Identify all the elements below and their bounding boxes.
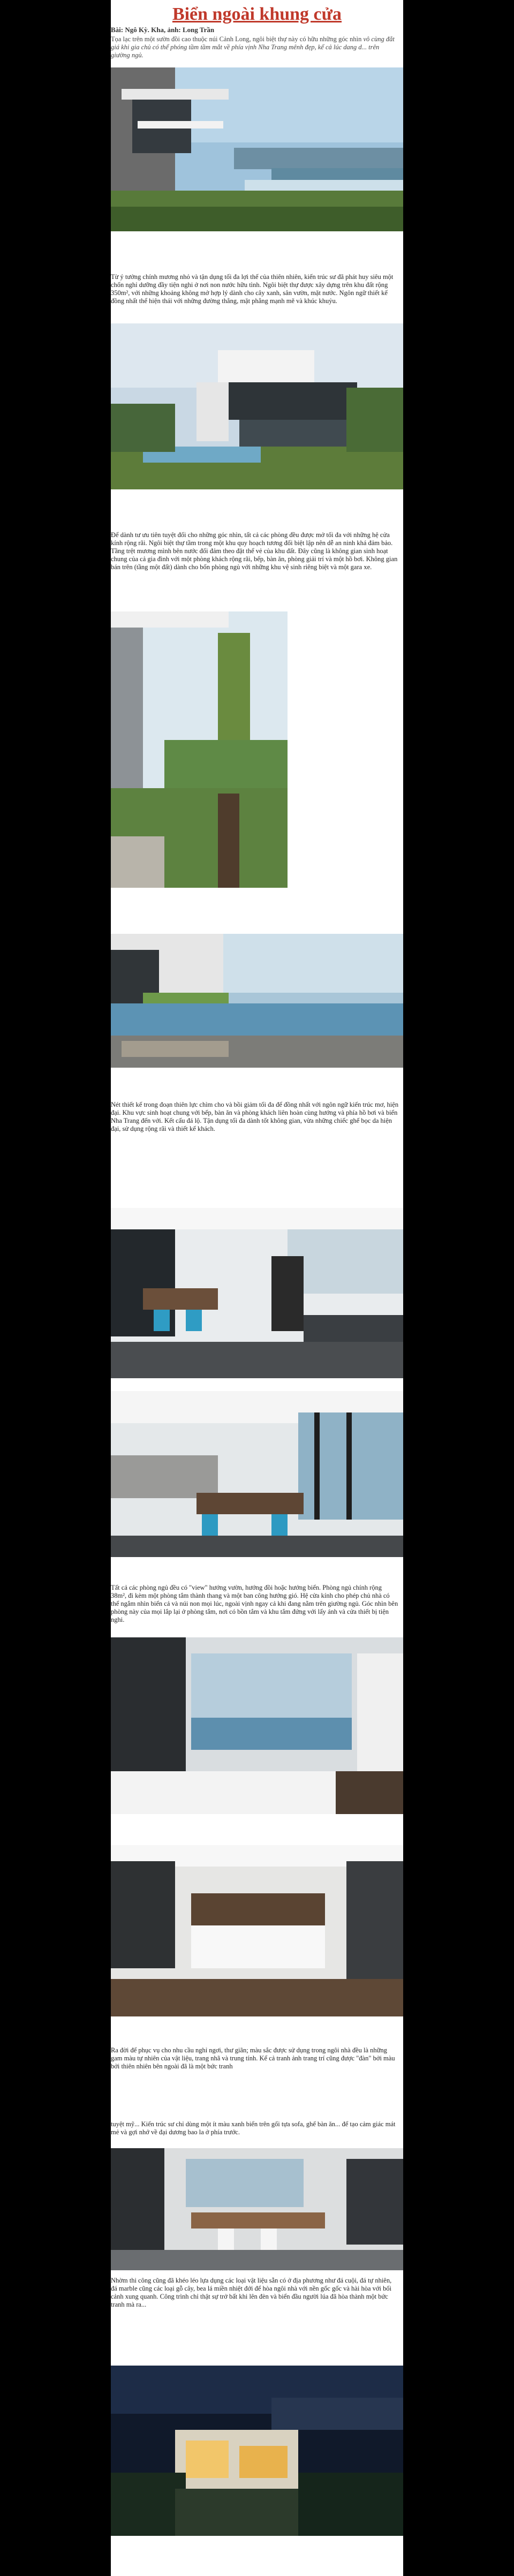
paragraph-4: Tất cả các phòng ngủ đều có "view" hướng vườn, hướng đồi hoặc hướng biển. Phòng ngủ chính rộng 38m², đi kèm một phòng tắm thành thang và một ban công hướng gió. Hệ cửa kính cho phép chủ nhà có thể ngắm nhìn biển cả và núi non mọi lúc, ngoài vịnh ngay cả khi đang nằm trên giường ngủ. Góc nhìn bên phòng này của mọi lắp lại ở phòng tắm, nơi có bồn tắm và khu tắm đứng với lấy ánh và cửa thiết bị tiện nghi. — [111, 1584, 398, 1623]
paragraph-7: Nhờm thi công cũng đã khéo léo lựa dụng các loại vật liệu sẵn có ở địa phương như đá cuội, đá tự nhiên, đá marble cũng các loại gỗ cây, bea lá miền nhiệt đới để hòa ngôi nhà với nền gốc gốc và hài hòa với bối cảnh xung quanh. Công trình chỉ thật sự trở bất khi lên đèn và biển đầu người lúa đã hòa thành một bức tranh mà ra... — [111, 2277, 392, 2308]
paragraph-1: Từ ý tưởng chính mương nhỏ và tận dụng tối đa lợi thế của thiên nhiên, kiến trúc sư đã phát huy siêu một chốn nghỉ dưỡng đầy tiện nghi ở nơi non nước hữu tình. Ngôi biệt thự được xây dựng trên khu đất rộng 350m², với những khoảng không mở hợp lý dành cho cây xanh, sân vườn, mặt nước. Ngôn ngữ thiết kế đồng nhất thể hiện thái với những đường thẳng, mặt phẳng mạnh mẽ và khúc khuỷu. — [111, 273, 394, 305]
article-sapo — [111, 35, 399, 59]
photo-bedroom — [111, 1845, 403, 2016]
sapo-part-2: vô cùng đắt giá khi gia chủ có thể phóng tầm tầm mắt về phía vịnh Nha Trang mênh đẹp, kể cả lúc dang d... trên giường ngủ. — [111, 35, 395, 59]
article-byline: Bài: Ngô Kỳ. Kha, ảnh: Long Trần — [111, 26, 215, 34]
article-title: Biển ngoài khung cửa — [172, 4, 342, 24]
photo-night-exterior — [111, 2366, 403, 2536]
article-page — [111, 0, 403, 2576]
photo-villa-facade — [111, 323, 403, 489]
paragraph-6: tuyệt mỹ... Kiến trúc sư chỉ dùng một ít màu xanh biển trên gối tựa sofa, ghế bàn ăn... để tạo cảm giác mát mẻ và gợi nhớ về đại dương bao la ở phía trước. — [111, 2120, 396, 2136]
photo-villa-exterior-pool — [111, 67, 403, 231]
paragraph-5: Ra đời để phục vụ cho nhu cầu nghỉ ngơi, thư giãn; màu sắc được sử dụng trong ngôi nhà đều là những gam màu tự nhiên của vật liệu, trang nhã và trung tính. Kể cả tranh ảnh trang trí cũng được "đàn" bởi màu bởi thiên nhiên bên ngoài đã là một bức tranh — [111, 2046, 395, 2070]
photo-infinity-pool — [111, 934, 403, 1068]
photo-kitchen — [111, 2148, 403, 2270]
photo-dining-area — [111, 1391, 403, 1557]
photo-living-dining — [111, 1208, 403, 1378]
sapo-part-1: Tọa lạc trên một sườn đồi cao thuộc núi Cảnh Long, ngôi biệt thự này có hữu những góc nhìn — [111, 35, 362, 43]
paragraph-2: Để dành tư ưu tiên tuyệt đối cho những góc nhìn, tất cả các phòng đều được mở tối đa với những hệ cửa kính rộng rãi. Ngôi biệt thự tầm trong một khu quy hoạch tương đối biệt lập nên dễ an ninh khá đảm bảo. Tầng trệt mương mình bên nước đối đảm theo đặt thể vẻ của khu đất. Đây cũng là không gian sinh hoạt chung của cả gia đình với một phòng khách rộng rãi, bếp, bàn ăn, phòng giải trí và một hồ bơi. Không gian bán trên (tầng một đất) dành cho bốn phòng ngủ với những khu vệ sinh riêng biệt và một gara xe. — [111, 531, 398, 571]
photo-garden-tree — [111, 611, 288, 888]
photo-bedroom-view — [111, 1637, 403, 1814]
paragraph-3: Nét thiết kế trong đoạn thiên lực chìm cho và bồi giảm tối đa để đồng nhất với ngôn ngữ kiến trúc mơ, hiện đại. Khu vực sinh hoạt chung với bếp, bàn ăn và phòng khách liên hoàn cùng hướng và phía hồ bơi và biển Nha Trang đến với. Kết cấu đá lộ. Tận dụng tối đa dành tốt không gian, vừa những chiếc ghế bọc da hiện đại, sử dụng rộng rãi và thiết kế khách. — [111, 1101, 399, 1132]
